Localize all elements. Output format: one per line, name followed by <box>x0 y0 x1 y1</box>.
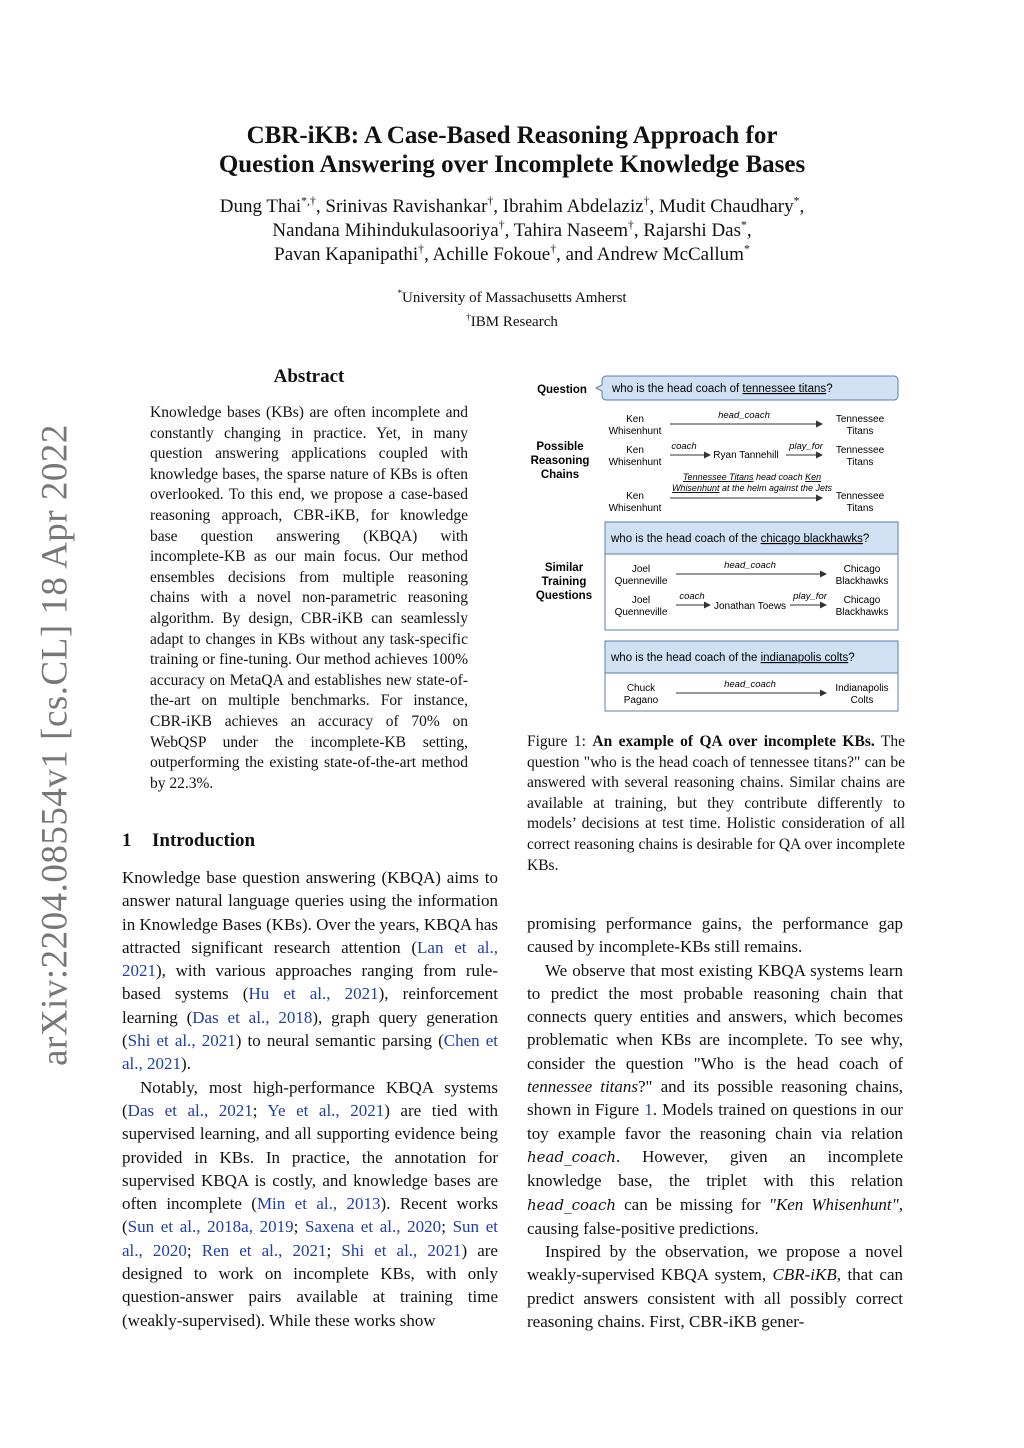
author-mark: † <box>498 218 505 232</box>
citation-link[interactable]: Lan et al., 2021 <box>122 937 498 981</box>
text-emphasis: tennessee titans <box>527 1077 639 1097</box>
chain-node: Tennessee <box>835 414 885 425</box>
author-mark: † <box>550 242 557 256</box>
citation-link[interactable]: Ren et al., 2021 <box>201 1240 327 1260</box>
question-text: who is the head coach of tennessee titans? <box>612 383 833 395</box>
author-mark: † <box>487 194 494 208</box>
section-number: 1 <box>122 830 132 851</box>
text-run: can be missing for <box>616 1194 769 1214</box>
text-run: Knowledge base question answering (KBQA) aims to answer natural language queries using the information in Knowledge Bases (KBs). Over the years, KBQA has attracted significant research attention ( <box>122 868 498 957</box>
label-chains-2: Reasoning <box>530 455 590 467</box>
chain-node: Ken <box>626 491 644 502</box>
paper-title <box>0 121 1024 179</box>
left-column-body <box>122 866 498 1332</box>
author-sep: , <box>649 196 660 217</box>
author-mark: *,† <box>301 194 316 208</box>
text-run: ) to neural semantic parsing ( <box>235 1031 444 1051</box>
chain-relation: play_for <box>789 441 823 452</box>
chain-relation: coach <box>671 441 697 452</box>
figure-1-diagram <box>524 370 904 715</box>
text-run: ) are designed to work on incomplete KBs, with only question-answer pairs available at training time (weakly-supervised). While these works show <box>122 1240 498 1330</box>
paragraph <box>527 1240 903 1333</box>
caption-text: The question "who is the head coach of tennessee titans?" can be answered with several reasoning chains. Similar chains are available at training, but they contribute differently to models’ decisions at test time. Holistic consideration of all correct reasoning chains is desirable for QA over incomplete KBs. <box>527 733 905 874</box>
text-run: . Models trained on questions in our toy example favor the reasoning chain via relation <box>527 1100 903 1143</box>
chain-node: Titans <box>846 426 874 437</box>
paragraph <box>122 866 498 1076</box>
author-mark: * <box>793 194 800 208</box>
chain-node: Blackhawks <box>835 607 889 618</box>
chain-node: Joel <box>631 595 651 606</box>
text-emphasis: CBR-iKB <box>772 1265 837 1285</box>
label-similar-1: Similar <box>544 562 584 574</box>
citation-link[interactable]: Shi et al., 2021 <box>127 1031 236 1051</box>
chain-node: Jonathan Toews <box>713 601 787 612</box>
text-run: Inspired by the observation, we propose a novel weakly-supervised KBQA system, <box>527 1242 903 1285</box>
arxiv-identifier: arXiv:2204.08554v1 [cs.CL] 18 Apr 2022 <box>34 424 76 1066</box>
author-mark: * <box>743 242 750 256</box>
chain-node: Indianapolis <box>835 683 889 694</box>
author-name: Mudit Chaudhary <box>659 196 794 217</box>
author-name: Srinivas Ravishankar <box>325 196 488 217</box>
abstract-text: Knowledge bases (KBs) are often incomplete and constantly changing in practice. Yet, in many question answering applications coupled with knowledge bases, the sparse nature of KBs is often overlooked. To this end, we propose a case-based reasoning approach, CBR-iKB, for knowledge base question answering (KBQA) with incomplete-KB as our main focus. Our method ensembles decisions from multiple reasoning chains with a novel non-parametric reasoning algorithm. By design, CBR-iKB can seamlessly adapt to changes in KBs without any task-specific training or fine-tuning. Our method achieves 100% accuracy on MetaQA and establishes new state-of-the-art on multiple benchmarks. For instance, CBR-iKB achieves an accuracy of 70% on WebQSP under the incomplete-KB setting, outperforming the existing state-of-the-art method by 22.3%. <box>150 404 468 792</box>
text-run: ?" and its possible reasoning chains, shown in Figure <box>527 1077 904 1120</box>
chain-node: Ken <box>626 414 644 425</box>
affiliation <box>0 310 1024 334</box>
text-run: Notably, most high-performance KBQA systems ( <box>122 1077 498 1120</box>
section-title: Introduction <box>152 830 256 851</box>
text-run: ; <box>252 1100 268 1120</box>
text-run: ), with various approaches ranging from rule-based systems ( <box>122 961 498 1004</box>
caption-label: Figure 1: <box>527 733 593 750</box>
author-name: Andrew McCallum <box>596 244 744 265</box>
affiliations <box>0 286 1024 334</box>
text-run: ). <box>181 1054 191 1074</box>
text-run: ; <box>441 1217 453 1237</box>
author-name: Nandana Mihindukulasooriya <box>272 220 499 241</box>
label-chains-1: Possible <box>536 441 584 453</box>
chain-node: Chicago <box>843 595 881 606</box>
citation-link[interactable]: Saxena et al., 2020 <box>305 1217 442 1237</box>
caption-title: An example of QA over incomplete KBs. <box>592 733 875 750</box>
author-name: Dung Thai <box>219 196 302 217</box>
citation-link[interactable]: Hu et al., 2021 <box>248 984 379 1004</box>
chain-node: Ken <box>626 445 644 456</box>
chain-node: Quenneville <box>614 576 668 587</box>
paragraph <box>527 959 903 1241</box>
chain-node: Chicago <box>843 564 881 575</box>
citation-link[interactable]: Das et al., 2021 <box>127 1100 253 1120</box>
author-sep: , <box>746 220 752 241</box>
chain-node: Whisenhunt <box>608 457 662 468</box>
author-sep: , <box>315 196 326 217</box>
citation-link[interactable]: Chen et al., 2021 <box>122 1031 499 1074</box>
text-run: We observe that most existing KBQA systems learn to predict the most probable reasoning chain that connects query entities and answers, which becomes problematic when KBs are incomplete. To see why, consider the question "Who is the head coach of <box>527 960 903 1073</box>
text-emphasis: "Ken Whisenhunt" <box>768 1194 899 1214</box>
text-run: ), graph query generation ( <box>122 1007 499 1051</box>
label-question: Question <box>537 384 587 396</box>
chain-text-evidence: Whisenhunt at the helm against the Jets <box>671 483 833 493</box>
math-relation: head_coach <box>527 1195 617 1214</box>
math-relation: head_coach <box>527 1147 617 1166</box>
text-run: ), reinforcement learning ( <box>122 984 498 1027</box>
chain-text-evidence: Tennessee Titans head coach Ken <box>682 472 822 482</box>
author-mark: † <box>627 218 634 232</box>
chain-node: Titans <box>846 503 874 514</box>
author-line-2 <box>0 219 1024 243</box>
chain-node: Quenneville <box>614 607 668 618</box>
citation-link[interactable]: Shi et al., 2021 <box>341 1240 462 1260</box>
text-run: ; <box>186 1240 202 1260</box>
author-list <box>0 195 1024 267</box>
text-run: ) are tied with supervised learning, and all supporting evidence being provided in KBs. In practice, the annotation for supervised KBQA is costly, and knowledge bases are often incomplete ( <box>122 1100 498 1214</box>
reasoning-chain-1 <box>609 410 885 437</box>
citation-link[interactable]: Das et al., 2018 <box>192 1007 313 1027</box>
chain-relation: head_coach <box>718 410 770 421</box>
author-mark: † <box>643 194 650 208</box>
text-run: , that can predict answers consistent with all possibly correct reasoning chains. First, CBR-iKB gener- <box>527 1265 903 1332</box>
title-line-2: Question Answering over Incomplete Knowledge Bases <box>218 151 806 178</box>
author-sep: , and <box>556 244 597 265</box>
paragraph: promising performance gains, the performance gap caused by incomplete-KBs still remains. <box>527 914 903 957</box>
affiliation-name: University of Massachusetts Amherst <box>402 290 627 306</box>
section-heading-introduction <box>122 830 255 852</box>
chain-node: Titans <box>846 457 874 468</box>
label-chains-3: Chains <box>540 469 580 481</box>
text-run: ). Recent works ( <box>122 1194 498 1237</box>
chain-node: Joel <box>631 564 651 575</box>
text-run: ; <box>326 1240 342 1260</box>
reasoning-chain-2 <box>609 441 885 468</box>
affiliation-mark: * <box>397 288 403 299</box>
text-run: ; <box>293 1217 306 1237</box>
chain-node: Whisenhunt <box>608 503 662 514</box>
text-run: . However, given an incomplete knowledge base, the triplet with this relation <box>527 1146 903 1191</box>
author-name: Tahira Naseem <box>513 220 628 241</box>
citation-link[interactable]: Sun et al., 2020 <box>122 1217 498 1260</box>
chain-node: Chuck <box>626 683 656 694</box>
text-run: , causing false-positive predictions. <box>527 1194 904 1238</box>
citation-link[interactable]: Min et al., 2013 <box>256 1194 381 1214</box>
author-name: Ibrahim Abdelaziz <box>502 196 644 217</box>
author-sep: , <box>633 220 644 241</box>
affiliation-name: IBM Research <box>470 314 558 330</box>
chain-node: Whisenhunt <box>608 426 662 437</box>
affiliation <box>0 286 1024 310</box>
title-line-1: CBR-iKB: A Case-Based Reasoning Approach for <box>246 122 778 149</box>
author-line-3 <box>0 243 1024 267</box>
author-line-1 <box>0 195 1024 219</box>
figure-1-caption <box>527 732 905 876</box>
author-sep: , <box>799 196 805 217</box>
chain-node: Pagano <box>623 695 659 706</box>
author-sep: , <box>424 244 433 265</box>
author-sep: , <box>504 220 514 241</box>
chain-node: Tennessee <box>835 491 885 502</box>
citation-link[interactable]: Sun et al., 2018a, 2019 <box>127 1217 294 1237</box>
chain-node: Tennessee <box>835 445 885 456</box>
affiliation-mark: † <box>466 312 471 323</box>
chain-relation: play_for <box>793 591 827 602</box>
author-name: Achille Fokoue <box>432 244 551 265</box>
chain-node: Ryan Tannehill <box>713 450 779 461</box>
author-mark: † <box>418 242 425 256</box>
reasoning-chain-3 <box>609 472 885 514</box>
abstract-heading: Abstract <box>273 366 345 387</box>
author-mark: * <box>741 218 747 232</box>
label-similar-2: Training <box>541 576 587 588</box>
author-name: Pavan Kapanipathi <box>274 244 419 265</box>
figure-reference-link[interactable]: 1 <box>644 1100 653 1120</box>
training-question-1-text: who is the head coach of the chicago blackhawks? <box>611 533 870 545</box>
chain-node: Blackhawks <box>835 576 889 587</box>
citation-link[interactable]: Ye et al., 2021 <box>267 1100 385 1120</box>
chain-node: Colts <box>850 695 874 706</box>
figure-1 <box>524 370 904 715</box>
paragraph <box>122 1076 498 1332</box>
author-sep: , <box>493 196 503 217</box>
training-question-2-text: who is the head coach of the indianapolis colts? <box>611 652 855 664</box>
label-similar-3: Questions <box>535 590 593 602</box>
chain-relation: head_coach <box>724 560 776 571</box>
chain-relation: head_coach <box>724 679 776 690</box>
chain-relation: coach <box>679 591 705 602</box>
author-name: Rajarshi Das <box>643 220 741 241</box>
right-column-body <box>527 912 903 1333</box>
